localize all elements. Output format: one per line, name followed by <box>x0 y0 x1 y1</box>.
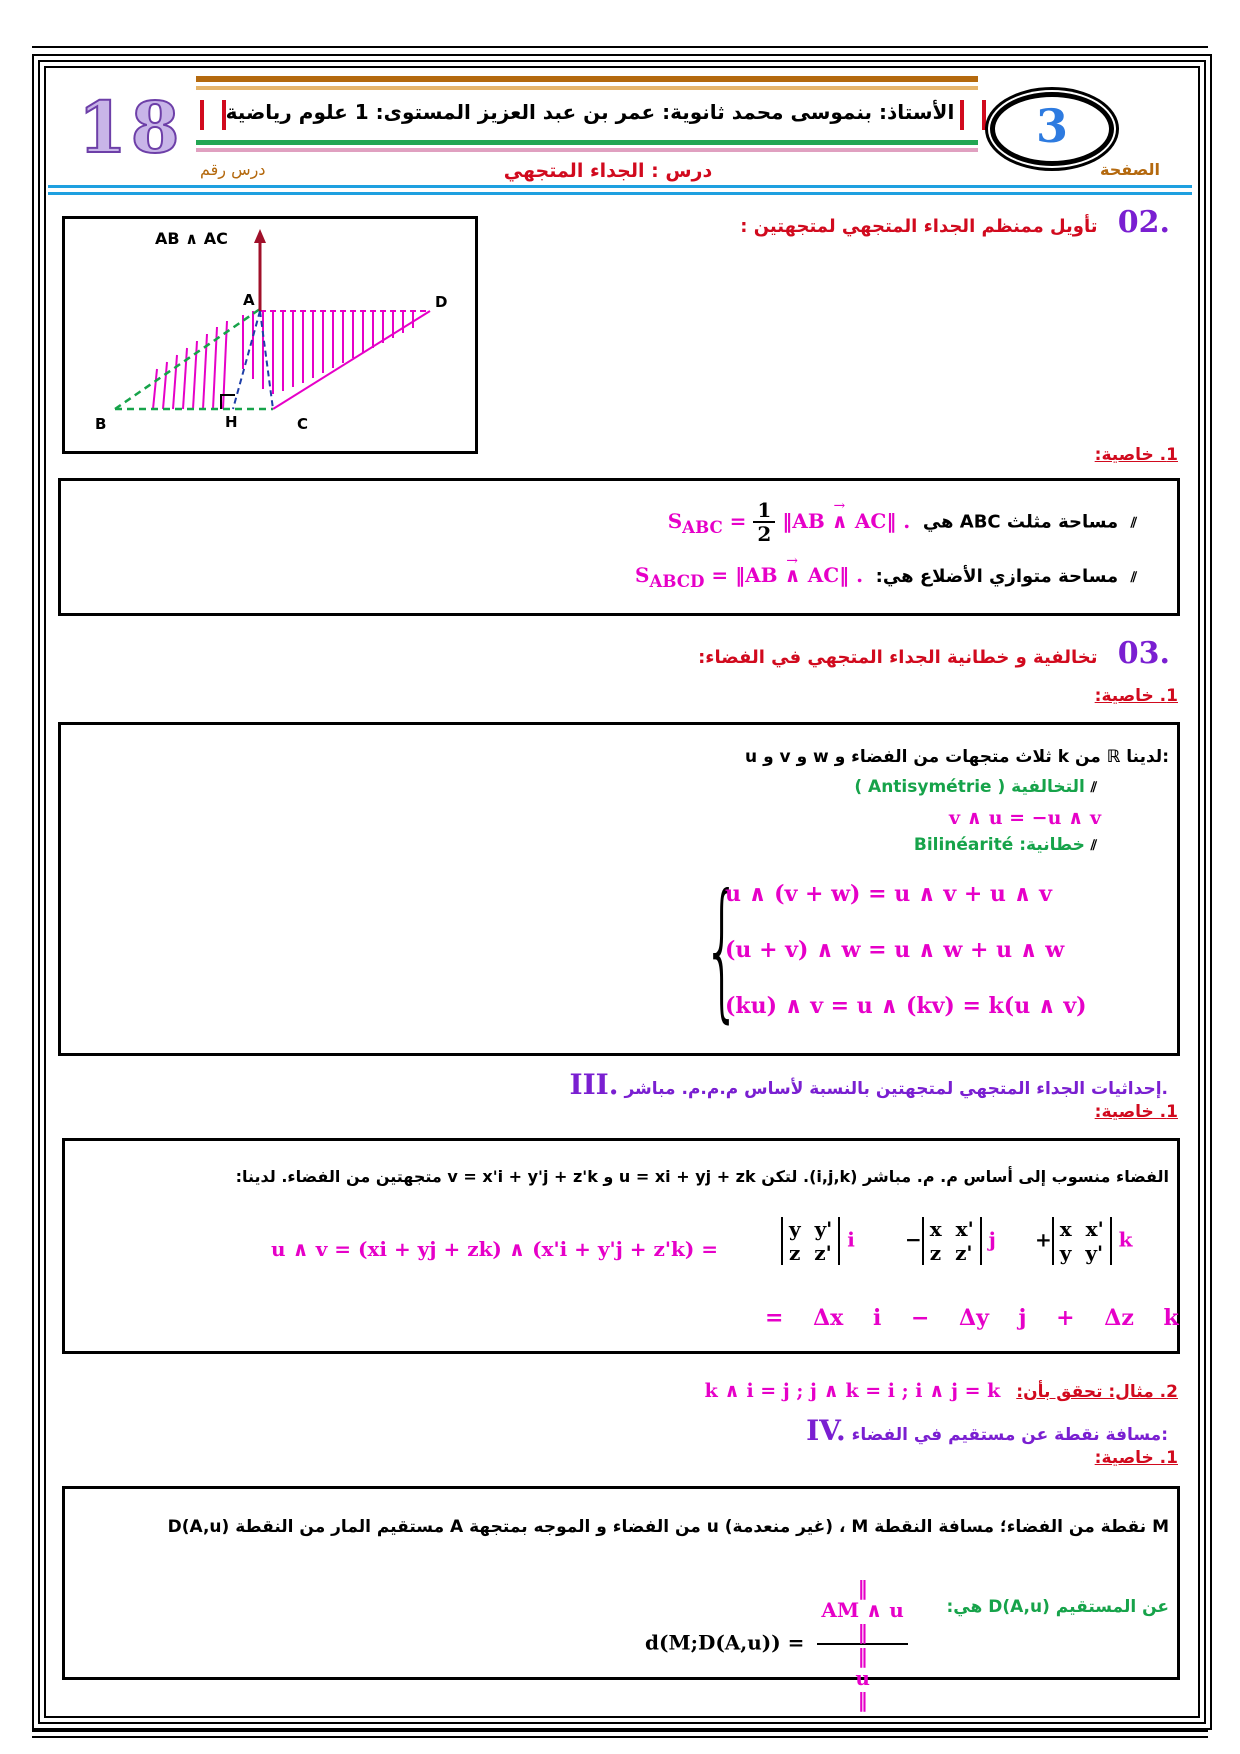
section-III-heading: III. إحداثيات الجداء المتجهي لمتجهتين بالنسبة لأساس م.م.م. مباشر. <box>569 1068 1168 1101</box>
bilinearity-label: ⫽ خطانية: Bilinéarité <box>913 835 1097 855</box>
bilinearity-formula-3: (ku) ∧ v = u ∧ (kv) = k(u ∧ v) <box>725 993 1087 1019</box>
header-bar-top <box>196 76 978 82</box>
point-H: H <box>225 413 238 431</box>
det-2-matrix: x x' z z' <box>922 1217 982 1265</box>
coordinates-formula-line2: = Δx i − Δy j + Δz k <box>765 1305 1179 1331</box>
coordinates-intro: الفضاء منسوب إلى أساس م. م. مباشر (i,j,k). لتكن u = xi + yj + zk و v = x'i + y'j + z'k متجهتين من الفضاء. لدينا: <box>235 1167 1169 1186</box>
section-III-property-heading: 1. خاصية: <box>1094 1102 1178 1122</box>
logo-glyph: 3 <box>1035 99 1068 153</box>
distance-formula: d(M;D(A,u)) = ‖ AM ∧ u ‖ ‖ u ‖ <box>645 1577 908 1711</box>
triangle-area-line: ⫽ مساحة مثلث ABC هي $S_{ABC}$ = $\frac{1}{2}$ ‖→ AB ∧ AC‖ . <box>668 499 1137 545</box>
coordinates-property-box <box>62 1138 1180 1354</box>
lesson-title: درس : الجداء المتجهي <box>503 160 713 182</box>
header-mark-right <box>960 100 986 130</box>
section-IV-heading: IV. مسافة نقطة عن مستقيم في الفضاء: <box>806 1414 1168 1447</box>
bilinearity-intro: u و v و w ثلاث متجهات من الفضاء و k من ℝ لدينا: <box>745 747 1169 767</box>
header-title: الأستاذ: بنموسى محمد ثانوية: عمر بن عبد العزيز المستوى: 1 علوم رياضية <box>225 100 955 124</box>
figure-box <box>62 216 478 454</box>
distance-property-box <box>62 1486 1180 1712</box>
header-bar-bottom2 <box>196 148 978 152</box>
det-1-matrix: y y' z z' <box>781 1217 840 1265</box>
bilinearity-property-box <box>58 722 1180 1056</box>
footer-rule-2 <box>32 1736 1208 1738</box>
point-D: D <box>435 293 448 311</box>
lesson-number-label: درس رقم <box>200 160 266 179</box>
logo <box>990 92 1114 166</box>
determinant-3: + x x' y y' k <box>1035 1217 1133 1265</box>
distance-line-2-text: عن المستقيم D(A,u) هي: <box>946 1597 1169 1617</box>
header-bar-bottom <box>196 140 978 145</box>
parallelogram-figure <box>65 219 475 451</box>
antisymmetry-formula: v ∧ u = −u ∧ v <box>949 807 1102 829</box>
point-A: A <box>243 291 255 309</box>
section-02-property-heading: 1. خاصية: <box>1094 445 1178 465</box>
figure-vector-label: AB ∧ AC <box>155 229 228 248</box>
parallelogram-area-line: ⫽ مساحة متوازي الأضلاع هي: $S_{ABCD}$ = ‖→ AB ∧ AC‖ . <box>635 563 1137 591</box>
header-mark-left <box>200 100 226 130</box>
bilinearity-formula-2: (u + v) ∧ w = u ∧ w + u ∧ w <box>725 937 1065 963</box>
page-number: 18 <box>78 86 184 169</box>
antisymmetry-label: ⫽ التخالفية ( Antisymétrie ) <box>854 777 1097 797</box>
bilinearity-formula-1: u ∧ (v + w) = u ∧ v + u ∧ v <box>725 881 1052 907</box>
header-divider-2 <box>48 192 1192 195</box>
example-line: 2. مثال: تحقق بأن: k ∧ i = j ; j ∧ k = i ; i ∧ j = k <box>704 1380 1178 1402</box>
distance-line-1: D(A,u) مستقيم المار من النقطة A من الفضاء و الموجه بمتجهة u (غير منعدمة) ، M نقطة من الفضاء؛ مسافة النقطة M <box>167 1517 1169 1537</box>
section-03-heading: .03 تخالفية و خطانية الجداء المتجهي في الفضاء: <box>698 636 1170 671</box>
determinant-2: − x x' z z' j <box>905 1217 996 1265</box>
det-3-matrix: x x' y y' <box>1052 1217 1112 1265</box>
point-B: B <box>95 415 107 433</box>
page-label: الصفحة <box>1100 160 1161 179</box>
section-IV-property-heading: 1. خاصية: <box>1094 1448 1178 1468</box>
section-03-property-heading: 1. خاصية: <box>1094 686 1178 706</box>
coordinates-formula-line1: u ∧ v = (xi + yj + zk) ∧ (x'i + y'j + z'k) = <box>271 1237 719 1261</box>
header-rule-1 <box>32 46 1208 48</box>
footer-rule-1 <box>32 1730 1208 1732</box>
section-02-heading: .02 تأويل ممنظم الجداء المتجهي لمتجهتين : <box>740 205 1170 240</box>
determinant-1: y y' z z' i <box>781 1217 855 1265</box>
header-bar-top2 <box>196 86 978 90</box>
header-divider-1 <box>48 185 1192 188</box>
bilinearity-brace: { <box>703 863 742 1037</box>
point-C: C <box>297 415 309 433</box>
area-property-box <box>58 478 1180 616</box>
